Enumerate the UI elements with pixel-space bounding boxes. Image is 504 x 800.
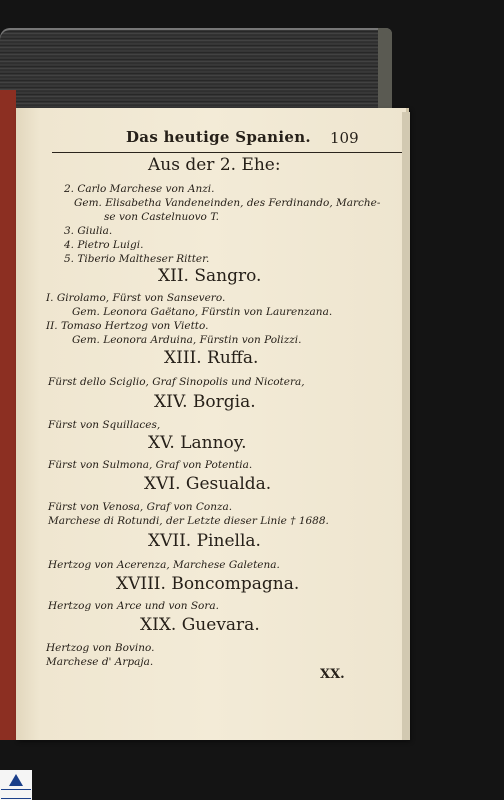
book-spine-edge (0, 90, 16, 740)
entry-line: Gem. Leonora Arduina, Fürstin von Polizzi. (72, 334, 302, 346)
section-heading-lannoy: XV. Lannoy. (148, 433, 247, 453)
library-logo (0, 770, 32, 800)
entry-line: 4. Pietro Luigi. (64, 239, 144, 251)
header-rule (52, 152, 402, 153)
book-cover-edge (378, 28, 392, 110)
section-heading-borgia: XIV. Borgia. (154, 392, 256, 412)
section-heading-guevara: XIX. Guevara. (140, 615, 260, 635)
entry-line: I. Girolamo, Fürst von Sansevero. (46, 292, 226, 304)
section-heading-marriage: Aus der 2. Ehe: (148, 155, 281, 175)
entry-line: 5. Tiberio Maltheser Ritter. (64, 253, 210, 265)
entry-line: Fürst von Squillaces, (48, 419, 161, 431)
entry-line: Gem. Leonora Gaëtano, Fürstin von Laurenzana. (72, 306, 333, 318)
entry-line: Hertzog von Bovino. (46, 642, 155, 654)
entry-line: se von Castelnuovo T. (104, 211, 220, 223)
entry-line: Hertzog von Arce und von Sora. (48, 600, 219, 612)
entry-line: 2. Carlo Marchese von Anzi. (64, 183, 215, 195)
section-heading-boncompagna: XVIII. Boncompagna. (116, 574, 300, 594)
library-logo-icon (9, 774, 23, 786)
page-stack-edge (402, 112, 410, 740)
entry-line: Gem. Elisabetha Vandeneinden, des Ferdinando, Marche- (74, 197, 381, 209)
entry-line: Marchese d' Arpaja. (46, 656, 154, 668)
entry-line: Fürst von Sulmona, Graf von Potentia. (48, 459, 253, 471)
entry-line: II. Tomaso Hertzog von Vietto. (46, 320, 209, 332)
section-heading-gesualda: XVI. Gesualda. (144, 474, 272, 494)
entry-line: Hertzog von Acerenza, Marchese Galetena. (48, 559, 280, 571)
library-logo-lines (1, 789, 31, 799)
entry-line: 3. Giulia. (64, 225, 113, 237)
section-heading-sangro: XII. Sangro. (158, 266, 262, 286)
entry-line: Fürst von Venosa, Graf von Conza. (48, 501, 233, 513)
entry-line: Fürst dello Sciglio, Graf Sinopolis und Nicotera, (48, 376, 305, 388)
entry-line: Marchese di Rotundi, der Letzte dieser Linie † 1688. (48, 515, 329, 527)
page-number: 109 (330, 129, 359, 147)
running-header: Das heutige Spanien. (126, 128, 311, 146)
section-heading-ruffa: XIII. Ruffa. (164, 348, 259, 368)
book-top-edge (0, 28, 392, 110)
section-heading-pinella: XVII. Pinella. (148, 531, 261, 551)
catchword: XX. (320, 667, 345, 682)
